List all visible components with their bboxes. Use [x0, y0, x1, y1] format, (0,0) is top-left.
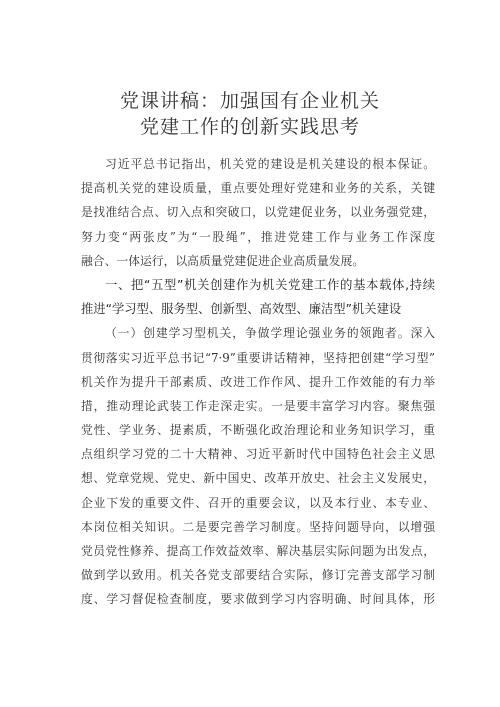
paragraph-learning-organ: [81, 321, 435, 611]
paragraph-intro: [81, 152, 435, 273]
title-line-2: 党建工作的创新实践思考: [139, 116, 360, 138]
text-line: 党员党性修养、提高工作效益效率、解决基层实际问题为出发点，: [81, 544, 435, 558]
text-line: 做到学以致用。机关各党支部要结合实际，修订完善支部学习制: [81, 568, 435, 583]
text-line: 融合、一体运行，以高质量党建促进企业高质量发展。: [81, 253, 365, 268]
text-line: 点组织学习党的二十大精神、习近平新时代中国特色社会主义思: [81, 447, 435, 462]
text-line: 党性、学业务、提素质，不断强化政治理论和业务知识学习，重: [81, 423, 435, 438]
text-line: 是找准结合点、切入点和突破口，以党建促业务，以业务强党建，: [81, 205, 435, 220]
heading-line: 一、把“五型”机关创建作为机关党建工作的基本载体,持续: [105, 277, 435, 292]
text-line: 想、党章党规、党史、新中国史、改革开放史、社会主义发展史，: [81, 471, 435, 486]
section-heading: [81, 273, 435, 321]
text-line: 本岗位相关知识。二是要完善学习制度。坚持问题导向，以增强: [81, 519, 435, 534]
text-line: 贯彻落实习近平总书记“7·9”重要讲话精神，坚持把创建“学习型”: [81, 350, 435, 365]
text-line: 机关作为提升干部素质、改进工作作风、提升工作效能的有力举: [81, 374, 435, 389]
document-body: [81, 152, 435, 612]
text-line: 习近平总书记指出，机关党的建设是机关建设的根本保证。: [105, 157, 435, 171]
text-line: 提高机关党的建设质量，重点要处理好党建和业务的关系，关键: [81, 181, 435, 196]
title-line-1: 党课讲稿：加强国有企业机关: [119, 90, 380, 112]
text-line: 企业下发的重要文件、召开的重要会议，以及本行业、本专业、: [81, 495, 435, 510]
text-line: （一）创建学习型机关，争做学理论强业务的领跑者。深入: [105, 326, 435, 341]
heading-line: 推进“学习型、服务型、创新型、高效型、廉洁型”机关建设: [81, 302, 402, 317]
document-title: [0, 88, 500, 140]
text-line: 度、学习督促检查制度，要求做到学习内容明确、时间具体，形: [81, 592, 435, 607]
text-line: 措，推动理论武装工作走深走实。一是要丰富学习内容。聚焦强: [81, 398, 435, 413]
text-line: 努力变“两张皮”为“一股绳”，推进党建工作与业务工作深度: [81, 229, 435, 244]
